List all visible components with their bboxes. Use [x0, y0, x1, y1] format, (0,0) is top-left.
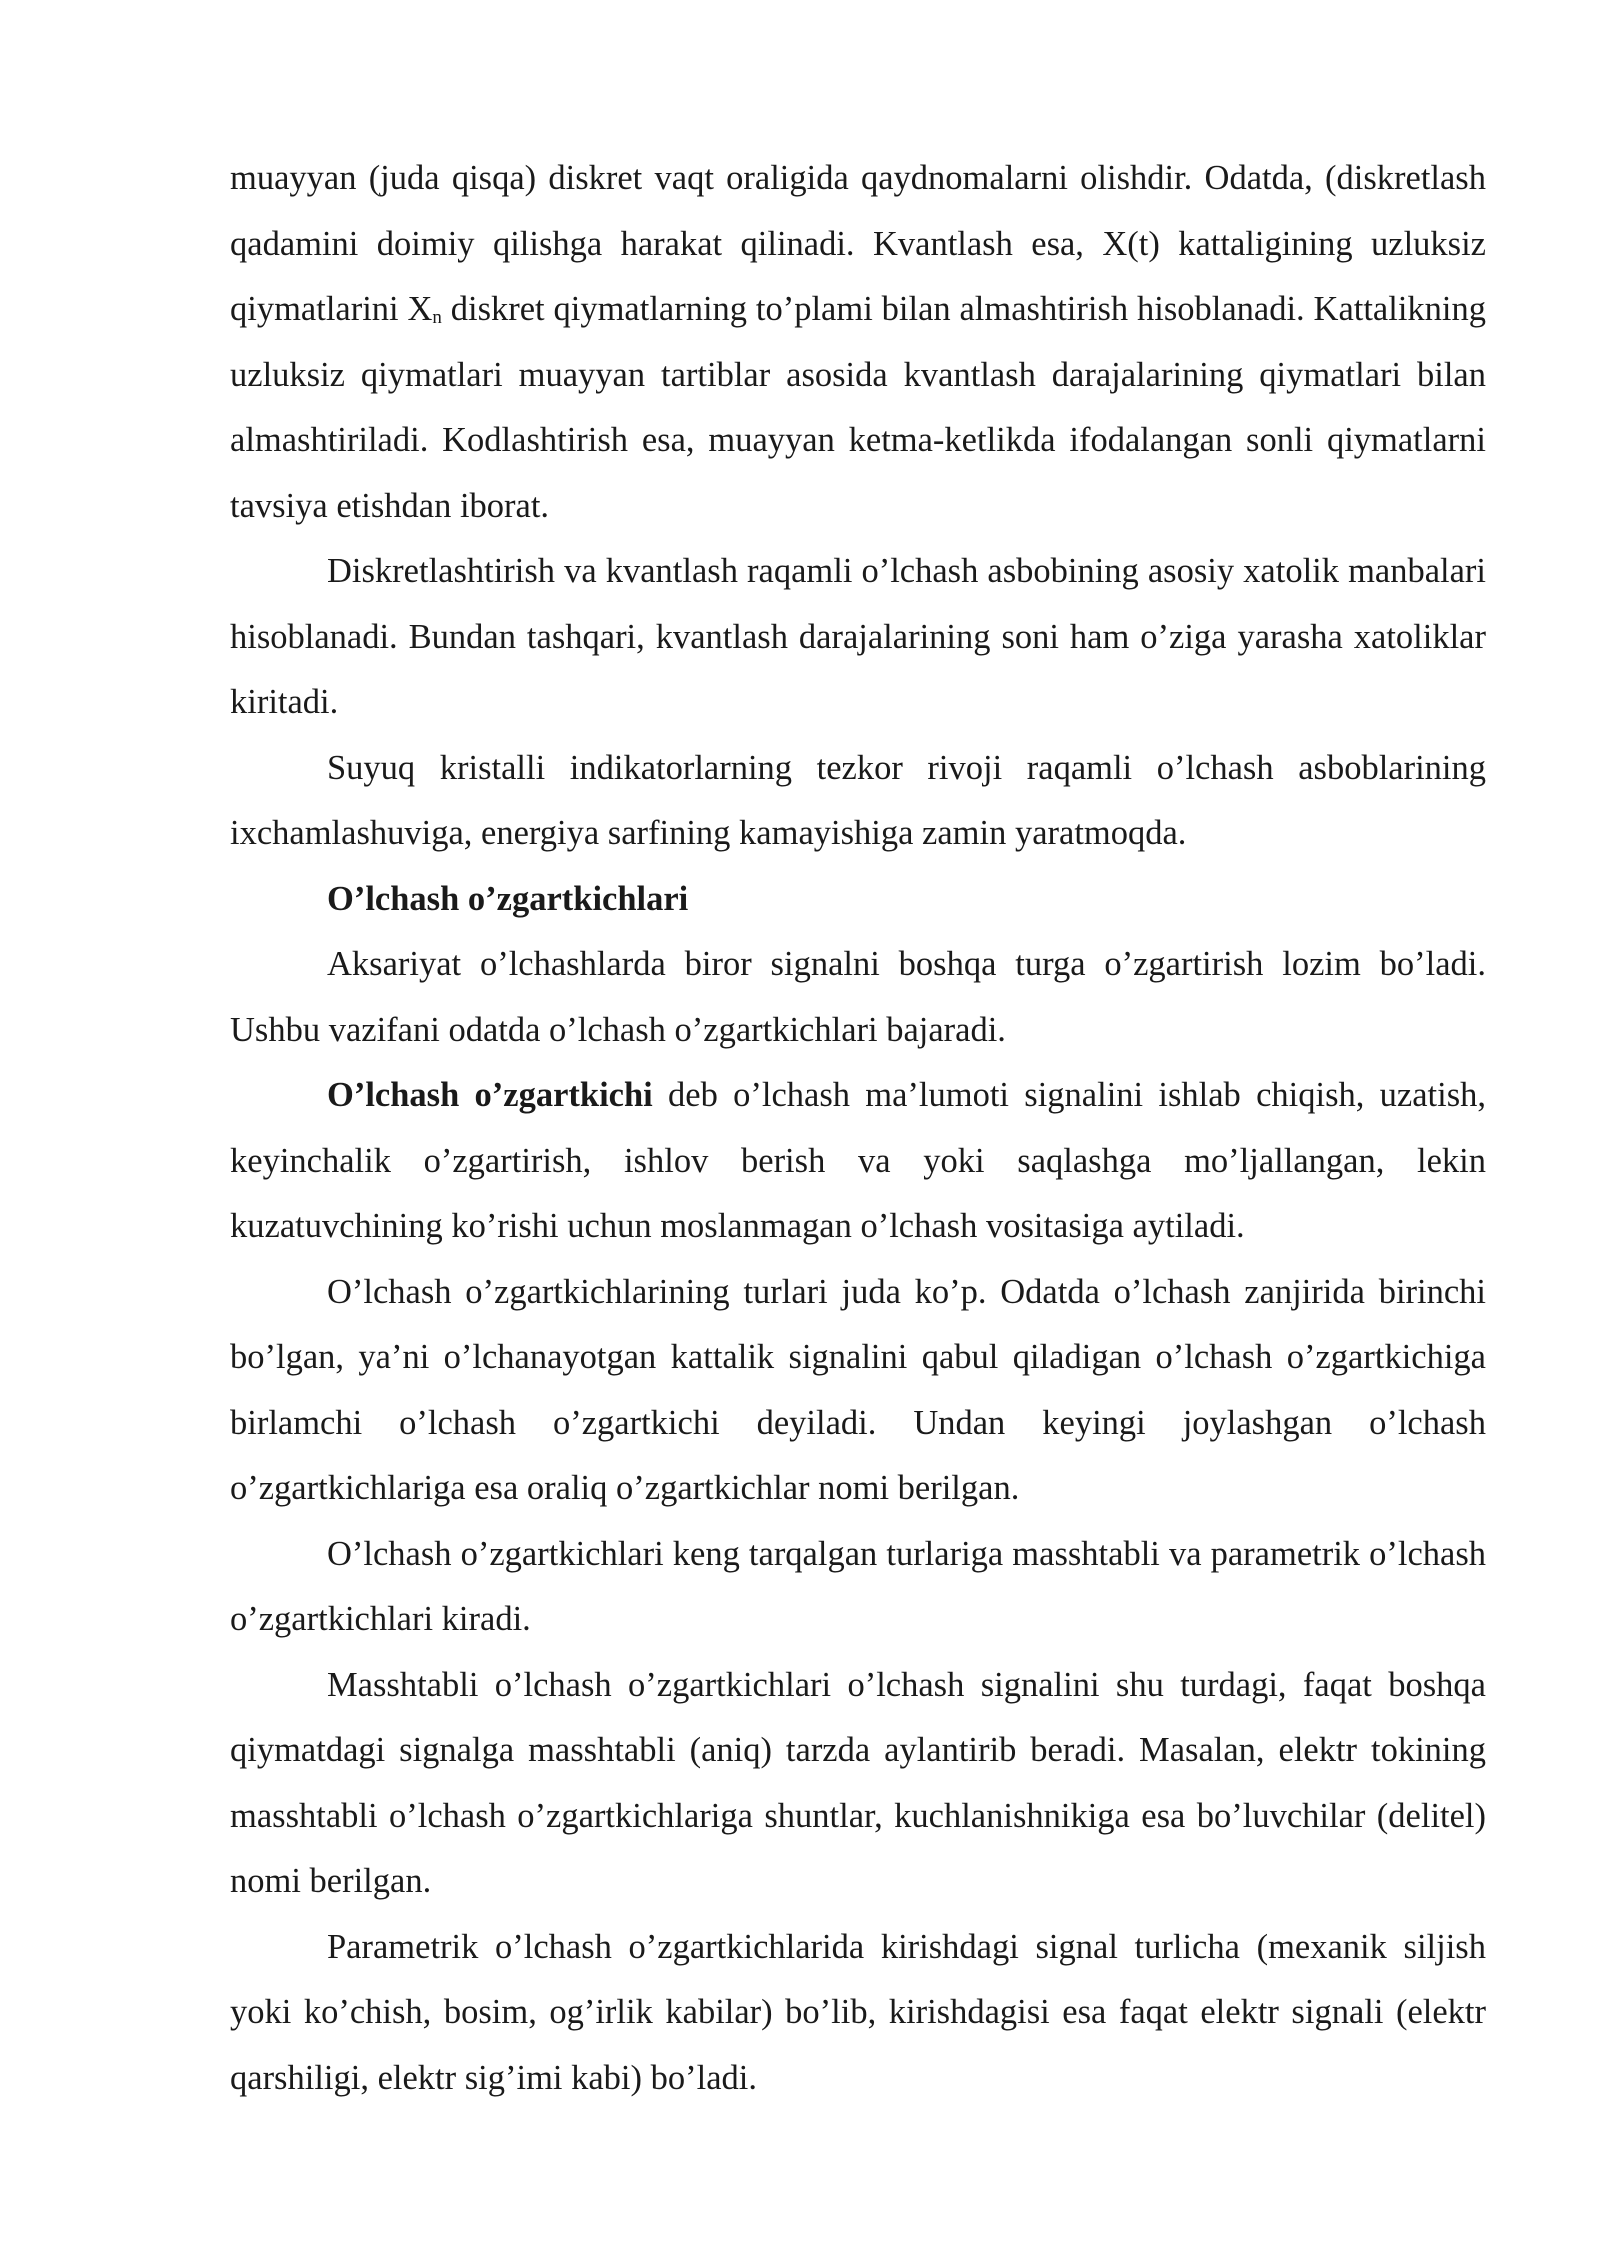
paragraph-converter-types: O’lchash o’zgartkichlarining turlari juda ko’p. Odatda o’lchash zanjirida birinchi bo’lgan, ya’ni o’lchanayotgan kattalik signalini qabul qiladigan o’lchash o’zgartkichiga birlamchi o’lchash o’zgartkichi deyiladi. Undan keyingi joylashgan o’lchash o’zgartkichlariga esa oraliq o’zgartkichlar nomi berilgan. [230, 1272, 1486, 1507]
paragraph-common-types: O’lchash o’zgartkichlari keng tarqalgan turlariga masshtabli va parametrik o’lchash o’zgartkichlari kiradi. [230, 1534, 1486, 1638]
paragraph-converter-definition [230, 1063, 1486, 1260]
defined-term: O’lchash o’zgartkichi [327, 1076, 653, 1114]
section-heading: O’lchash o’zgartkichlari [327, 879, 689, 918]
subscript-n: n [432, 306, 442, 328]
paragraph-parametric-converters: Parametrik o’lchash o’zgartkichlarida kirishdagi signal turlicha (mexanik siljish yoki ko’chish, bosim, og’irlik kabilar) bo’lib, kirishdagisi esa faqat elektr signali (elektr qarshiligi, elektr sig’imi kabi) bo’ladi. [230, 1927, 1486, 2097]
paragraph-converters-intro: Aksariyat o’lchashlarda biror signalni boshqa turga o’zgartirish lozim bo’ladi. Ushbu vazifani odatda o’lchash o’zgartkichlari bajaradi. [230, 945, 1486, 1049]
paragraph-text: deb o’lchash ma’lumoti signalini ishlab chiqish, uzatish, keyinchalik o’zgartirish, ishlov berish va yoki saqlashga mo’ljallangan, lekin kuzatuvchining ko’rishi uchun moslanmagan o’lchash vositasiga aytiladi. [230, 1076, 1486, 1245]
document-body [230, 146, 1486, 2111]
paragraph-lcd-indicators: Suyuq kristalli indikatorlarning tezkor rivoji raqamli o’lchash asboblarining ixchamlashuviga, energiya sarfining kamayishiga zamin yaratmoqda. [230, 748, 1486, 852]
paragraph-text: muayyan (juda qisqa) diskret vaqt oraligida qaydnomalarni olishdir. Odatda, (diskretlash qadamini doimiy qilishga harakat qilinadi. Kvantlash esa, X(t) kattaligining uzluksiz qiymatlarini X [230, 159, 1486, 328]
paragraph-error-sources: Diskretlashtirish va kvantlash raqamli o’lchash asbobining asosiy xatolik manbalari hisoblanadi. Bundan tashqari, kvantlash darajalarining soni ham o’ziga yarasha xatoliklar kiritadi. [230, 552, 1486, 721]
paragraph-discretization-continued [230, 146, 1486, 539]
paragraph-scaling-converters: Masshtabli o’lchash o’zgartkichlari o’lchash signalini shu turdagi, faqat boshqa qiymatdagi signalga masshtabli (aniq) tarzda aylantirib beradi. Masalan, elektr tokining masshtabli o’lchash o’zgartkichlariga shuntlar, kuchlanishnikiga esa bo’luvchilar (delitel) nomi berilgan. [230, 1665, 1486, 1900]
paragraph-text: diskret qiymatlarning to’plami bilan almashtirish hisoblanadi. Kattalikning uzluksiz qiymatlari muayyan tartiblar asosida kvantlash darajalarining qiymatlari bilan almashtiriladi. Kodlashtirish esa, muayyan ketma-ketlikda ifodalangan sonli qiymatlarni tavsiya etishdan iborat. [230, 290, 1486, 525]
